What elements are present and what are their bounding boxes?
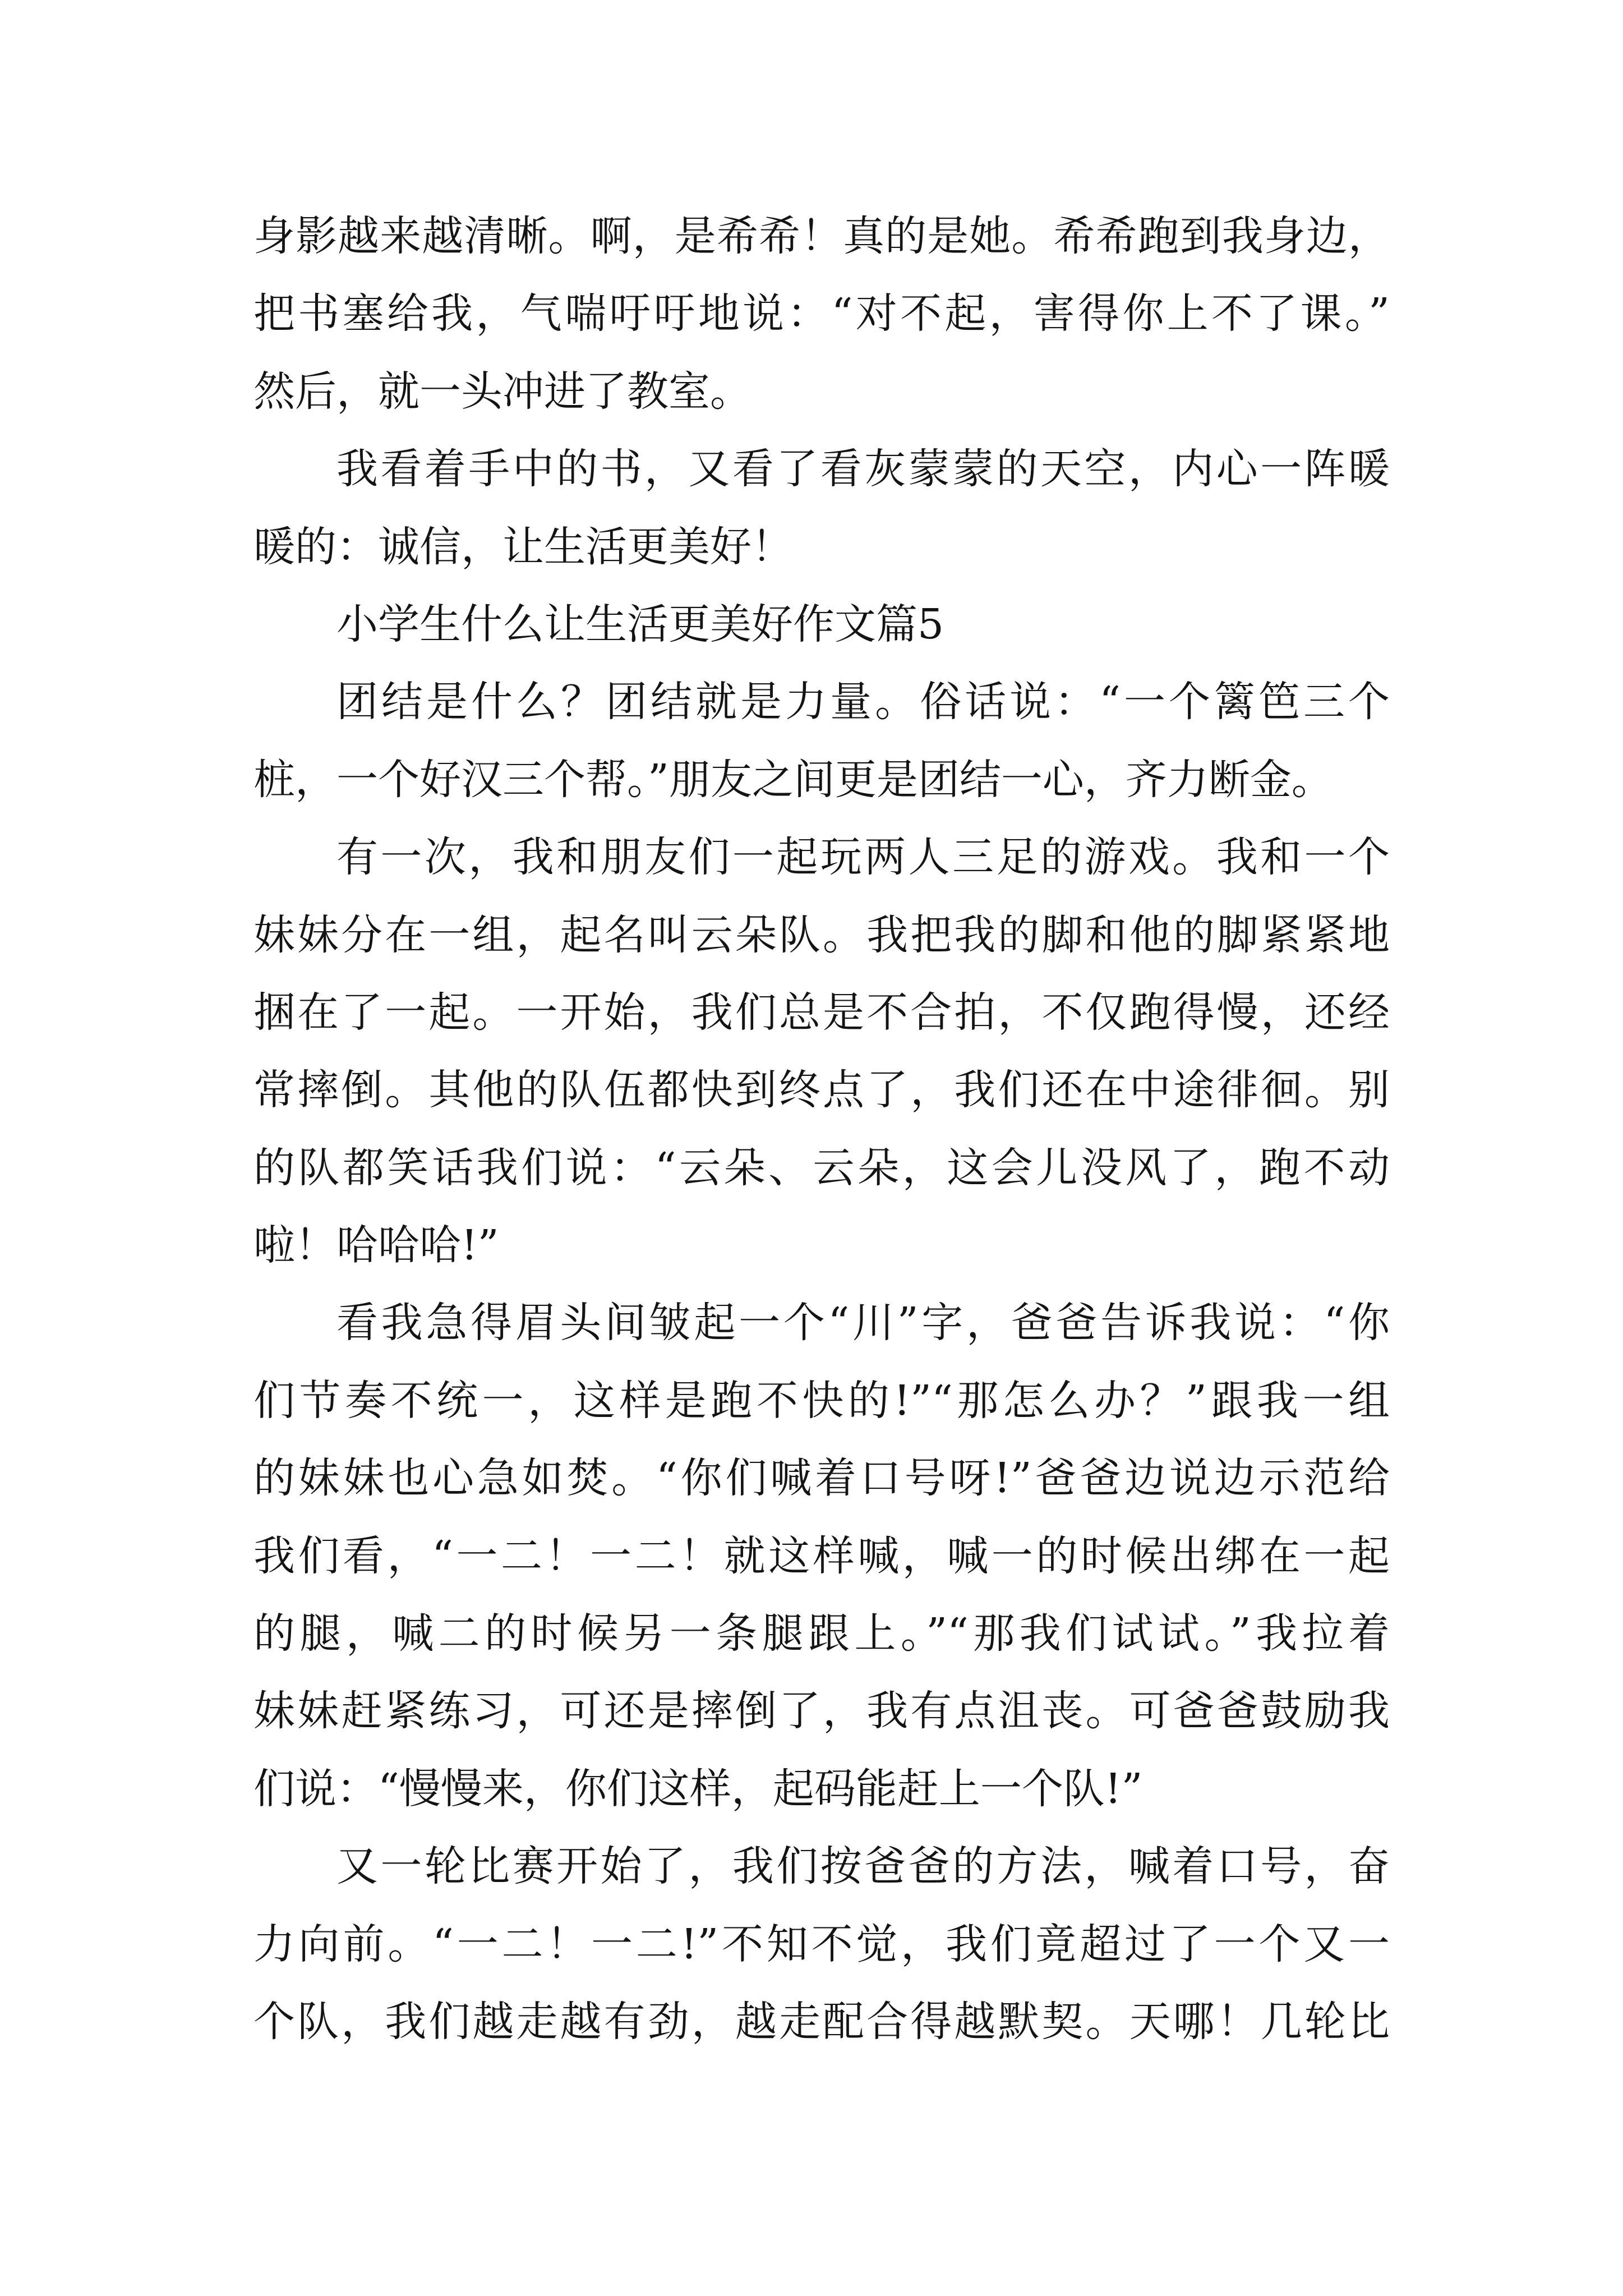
text-line: 然后，就一头冲进了教室。 [253, 367, 751, 416]
section-heading: 小学生什么让生活更美好作文篇5 [336, 600, 944, 648]
paragraph [253, 1828, 1390, 2060]
text-line: 暖的：诚信，让生活更美好！ [253, 522, 793, 571]
paragraph [253, 197, 1390, 430]
paragraph [253, 818, 1390, 1284]
text-line: 又一轮比赛开始了，我们按爸爸的方法，喊着口号，奋 [336, 1842, 1390, 1891]
text-line: 团结是什么？团结就是力量。俗话说：“一个篱笆三个 [336, 678, 1390, 726]
text-line: 的妹妹也心急如焚。“你们喊着口号呀!”爸爸边说边示范给 [253, 1454, 1390, 1503]
text-line: 桩，一个好汉三个帮。”朋友之间更是团结一心，齐力断金。 [253, 755, 1333, 804]
paragraph [253, 663, 1390, 818]
text-line: 把书塞给我，气喘吁吁地说：“对不起，害得你上不了课。” [253, 289, 1390, 338]
text-line: 捆在了一起。一开始，我们总是不合拍，不仅跑得慢，还经 [253, 988, 1390, 1037]
text-line: 个队，我们越走越有劲，越走配合得越默契。天哪！几轮比 [253, 1997, 1390, 2046]
text-line: 我看着手中的书，又看了看灰蒙蒙的天空，内心一阵暖 [336, 445, 1390, 494]
text-line: 有一次，我和朋友们一起玩两人三足的游戏。我和一个 [336, 833, 1390, 882]
text-line: 的队都笑话我们说：“云朵、云朵，这会儿没风了，跑不动 [253, 1143, 1390, 1192]
text-line: 妹妹分在一组，起名叫云朵队。我把我的脚和他的脚紧紧地 [253, 910, 1390, 959]
text-line: 常摔倒。其他的队伍都快到终点了，我们还在中途徘徊。别 [253, 1066, 1390, 1115]
text-line: 的腿，喊二的时候另一条腿跟上。”“那我们试试。”我拉着 [253, 1609, 1390, 1658]
text-line: 们节奏不统一，这样是跑不快的!”“那怎么办？”跟我一组 [253, 1376, 1390, 1425]
text-line: 们说：“慢慢来，你们这样，起码能赶上一个队!” [253, 1764, 1143, 1813]
text-line: 妹妹赶紧练习，可还是摔倒了，我有点沮丧。可爸爸鼓励我 [253, 1687, 1390, 1736]
paragraph [253, 1284, 1390, 1828]
paragraph [253, 430, 1390, 586]
text-line: 啦！哈哈哈!” [253, 1221, 499, 1270]
text-line: 我们看，“一二！一二！就这样喊，喊一的时候出绑在一起 [253, 1531, 1390, 1580]
text-line: 看我急得眉头间皱起一个“川”字，爸爸告诉我说：“你 [336, 1299, 1390, 1347]
text-line: 身影越来越清晰。啊，是希希！真的是她。希希跑到我身边， [253, 212, 1390, 260]
text-line: 力向前。“一二！一二!”不知不觉，我们竟超过了一个又一 [253, 1920, 1390, 1968]
document-body [253, 197, 1390, 2060]
